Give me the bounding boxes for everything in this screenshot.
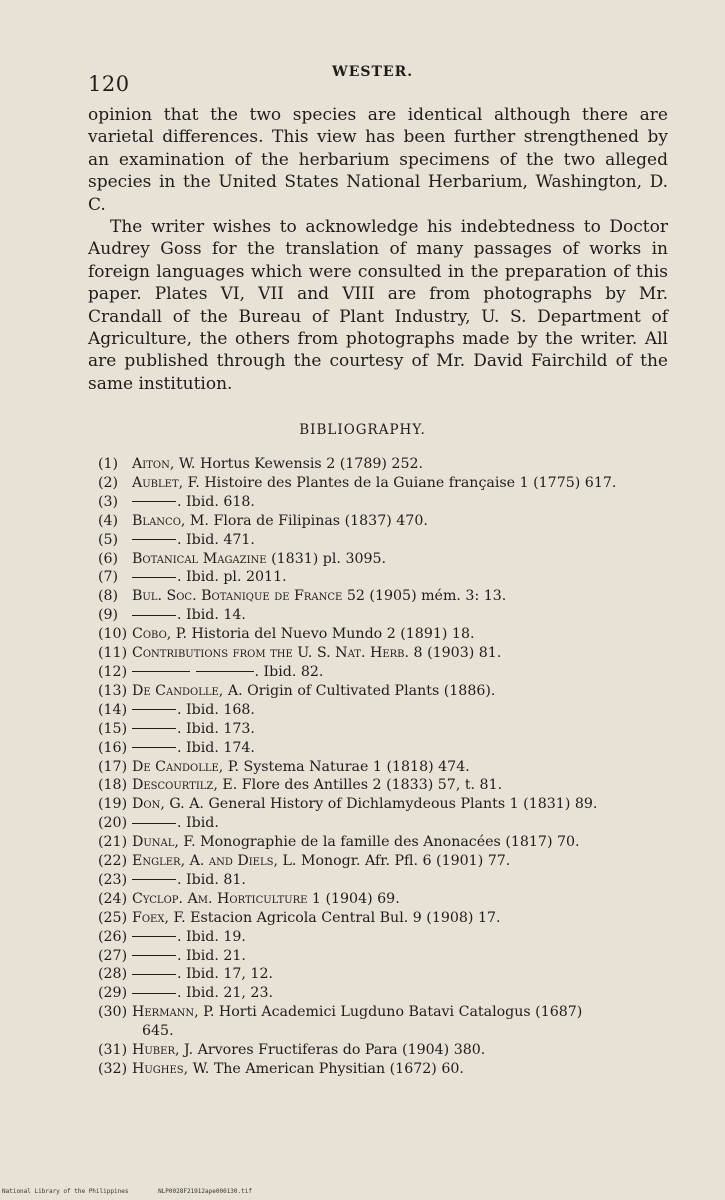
entry-author: Contributions from the U. S. Nat. Herb. <box>132 645 410 662</box>
bibliography-entry <box>98 587 688 606</box>
entry-number: (20) <box>98 815 128 832</box>
entry-author: Aublet, F. <box>132 474 200 491</box>
footer-library: National Library of the Philippines <box>2 1188 129 1195</box>
entry-number: (10) <box>98 626 128 643</box>
entry-number: (9) <box>98 607 119 624</box>
bibliography-entry <box>98 455 688 474</box>
entry-author: Huber, J. <box>132 1042 194 1059</box>
entry-author: Hughes, W. <box>132 1061 210 1077</box>
ditto-rule <box>132 823 176 824</box>
entry-number: (17) <box>98 758 128 775</box>
entry-text: . Ibid. <box>177 815 219 832</box>
entry-text: (1831) pl. 3095. <box>271 550 387 567</box>
entry-author: Cobo, P. <box>132 626 187 643</box>
bibliography-entry <box>98 720 688 739</box>
entry-text: Histoire des Plantes de la Guiane française 1 (1775) 617. <box>204 474 617 491</box>
section-heading: BIBLIOGRAPHY. <box>299 422 426 438</box>
entry-text: . Ibid. 82. <box>254 663 324 680</box>
running-head: WESTER. <box>332 64 414 80</box>
entry-number: (28) <box>98 966 128 983</box>
entry-number: (7) <box>98 569 119 586</box>
entry-text: Monogr. Afr. Pfl. 6 (1901) 77. <box>300 853 511 870</box>
entry-number: (2) <box>98 474 119 491</box>
bibliography-entry <box>98 644 688 663</box>
bibliography-entry <box>98 984 688 1003</box>
bibliography-entry <box>98 1041 688 1060</box>
paragraph: opinion that the two species are identical although there are varietal differences. This view has been further strengthened by an examination of the herbarium specimens of the two alleged species in the United States National Herbarium, Washington, D. C. <box>88 105 668 215</box>
bibliography-list <box>98 455 688 1079</box>
entry-author: Bul. Soc. Botanique de France <box>132 588 343 605</box>
entry-text: 52 (1905) mém. 3: 13. <box>346 588 507 605</box>
entry-text: Origin of Cultivated Plants (1886). <box>247 682 496 699</box>
entry-number: (18) <box>98 777 128 794</box>
bibliography-entry <box>98 1003 688 1041</box>
bibliography-entry <box>98 814 688 833</box>
entry-number: (15) <box>98 720 128 737</box>
bibliography-entry <box>98 493 688 512</box>
entry-text: The American Physitian (1672) 60. <box>213 1061 464 1077</box>
entry-number: (32) <box>98 1061 128 1077</box>
bibliography-entry <box>98 758 688 777</box>
entry-number: (6) <box>98 550 119 567</box>
entry-text: Hortus Kewensis 2 (1789) 252. <box>199 456 424 472</box>
bibliography-entry <box>98 625 688 644</box>
bibliography-entry <box>98 833 688 852</box>
entry-text: . Ibid. 14. <box>177 607 246 624</box>
ditto-rule <box>132 671 190 672</box>
ditto-rule <box>132 974 176 975</box>
entry-text: . Ibid. 81. <box>177 871 246 888</box>
paragraph: The writer wishes to acknowledge his indebtedness to Doctor Audrey Goss for the translation of many passages of works in foreign languages which were consulted in the preparation of this paper. Plates VI, VII and VIII are from photographs by Mr. Crandall of the Bureau of Plant Industry, U. S. Department of Agriculture, the others from photographs made by the writer. All are published through the courtesy of Mr. David Fairchild of the same institution. <box>88 217 668 394</box>
entry-text: . Ibid. 471. <box>177 531 255 548</box>
entry-author: De Candolle, P. <box>132 758 240 775</box>
bibliography-entry <box>98 776 688 795</box>
bibliography-entry <box>98 474 688 493</box>
entry-text: . Ibid. 21, 23. <box>177 985 273 1002</box>
bibliography-entry <box>98 568 688 587</box>
bibliography-entry <box>98 701 688 720</box>
bibliography-entry <box>98 871 688 890</box>
entry-author: De Candolle, A. <box>132 682 243 699</box>
ditto-rule <box>132 879 176 880</box>
bibliography-entry <box>98 550 688 569</box>
bibliography-entry <box>98 1060 688 1079</box>
footer-file: NLP0028F21912ape000130.tif <box>158 1188 252 1195</box>
ditto-rule <box>132 577 176 578</box>
entry-number: (29) <box>98 985 128 1002</box>
entry-text: Historia del Nuevo Mundo 2 (1891) 18. <box>191 626 475 643</box>
entry-author: Aiton, W. <box>132 456 196 472</box>
entry-text: Monographie de la famille des Anonacées (1817) 70. <box>200 834 580 851</box>
entry-text-continuation: 645. <box>142 1023 174 1040</box>
bibliography-entry <box>98 965 688 984</box>
entry-text: Flore des Antilles 2 (1833) 57, t. 81. <box>241 777 503 794</box>
page-number: 120 <box>88 72 130 96</box>
entry-author: Engler, A. and Diels, L. <box>132 853 297 870</box>
bibliography-entry <box>98 928 688 947</box>
entry-number: (16) <box>98 739 128 756</box>
ditto-rule <box>196 671 254 672</box>
entry-text: Flora de Filipinas (1837) 470. <box>213 512 428 529</box>
entry-number: (27) <box>98 947 128 964</box>
entry-text: . Ibid. pl. 2011. <box>177 569 287 586</box>
scan-footer <box>2 1188 725 1195</box>
entry-number: (4) <box>98 512 119 529</box>
entry-number: (25) <box>98 909 128 926</box>
ditto-rule <box>132 501 176 502</box>
entry-number: (11) <box>98 645 128 662</box>
entry-number: (24) <box>98 890 128 907</box>
entry-text: . Ibid. 21. <box>177 947 246 964</box>
entry-number: (31) <box>98 1042 128 1059</box>
bibliography-entry <box>98 739 688 758</box>
entry-author: Hermann, P. <box>132 1004 215 1021</box>
entry-text: 1 (1904) 69. <box>311 890 400 907</box>
bibliography-entry <box>98 682 688 701</box>
entry-text: . Ibid. 19. <box>177 928 246 945</box>
entry-number: (26) <box>98 928 128 945</box>
entry-number: (30) <box>98 1004 128 1021</box>
ditto-rule <box>132 615 176 616</box>
entry-author: Cyclop. Am. Horticulture <box>132 890 308 907</box>
bibliography-entry <box>98 890 688 909</box>
entry-number: (22) <box>98 853 128 870</box>
bibliography-entry <box>98 606 688 625</box>
entry-text: . Ibid. 173. <box>177 720 255 737</box>
bibliography-entry <box>98 531 688 550</box>
body-text <box>88 104 668 395</box>
bibliography-entry <box>98 795 688 814</box>
ditto-rule <box>132 747 176 748</box>
entry-text: Arvores Fructiferas do Para (1904) 380. <box>197 1042 486 1059</box>
ditto-rule <box>132 955 176 956</box>
entry-text: . Ibid. 168. <box>177 701 255 718</box>
bibliography-entry <box>98 852 688 871</box>
entry-author: Blanco, M. <box>132 512 209 529</box>
entry-number: (5) <box>98 531 119 548</box>
bibliography-entry <box>98 512 688 531</box>
entry-text: Horti Academici Lugduno Batavi Catalogus (1687) <box>218 1004 583 1021</box>
entry-text: General History of Dichlamydeous Plants 1 (1831) 89. <box>208 796 598 813</box>
entry-text: . Ibid. 618. <box>177 493 255 510</box>
bibliography-entry <box>98 663 688 682</box>
entry-number: (12) <box>98 663 128 680</box>
entry-number: (21) <box>98 834 128 851</box>
bibliography-entry <box>98 909 688 928</box>
entry-author: Don, G. A. <box>132 796 204 813</box>
entry-author: Descourtilz, E. <box>132 777 238 794</box>
entry-text: . Ibid. 17, 12. <box>177 966 273 983</box>
entry-text: 8 (1903) 81. <box>413 645 502 662</box>
entry-text: . Ibid. 174. <box>177 739 255 756</box>
entry-number: (1) <box>98 456 119 472</box>
ditto-rule <box>132 936 176 937</box>
entry-author: Dunal, F. <box>132 834 196 851</box>
ditto-rule <box>132 539 176 540</box>
entry-number: (3) <box>98 493 119 510</box>
ditto-rule <box>132 993 176 994</box>
entry-number: (13) <box>98 682 128 699</box>
entry-number: (23) <box>98 871 128 888</box>
ditto-rule <box>132 728 176 729</box>
entry-number: (19) <box>98 796 128 813</box>
entry-number: (14) <box>98 701 128 718</box>
ditto-rule <box>132 709 176 710</box>
entry-text: Estacion Agricola Central Bul. 9 (1908) 17. <box>190 909 501 926</box>
bibliography-entry <box>98 947 688 966</box>
entry-author: Foex, F. <box>132 909 186 926</box>
entry-author: Botanical Magazine <box>132 550 267 567</box>
entry-text: Systema Naturae 1 (1818) 474. <box>243 758 470 775</box>
entry-number: (8) <box>98 588 119 605</box>
